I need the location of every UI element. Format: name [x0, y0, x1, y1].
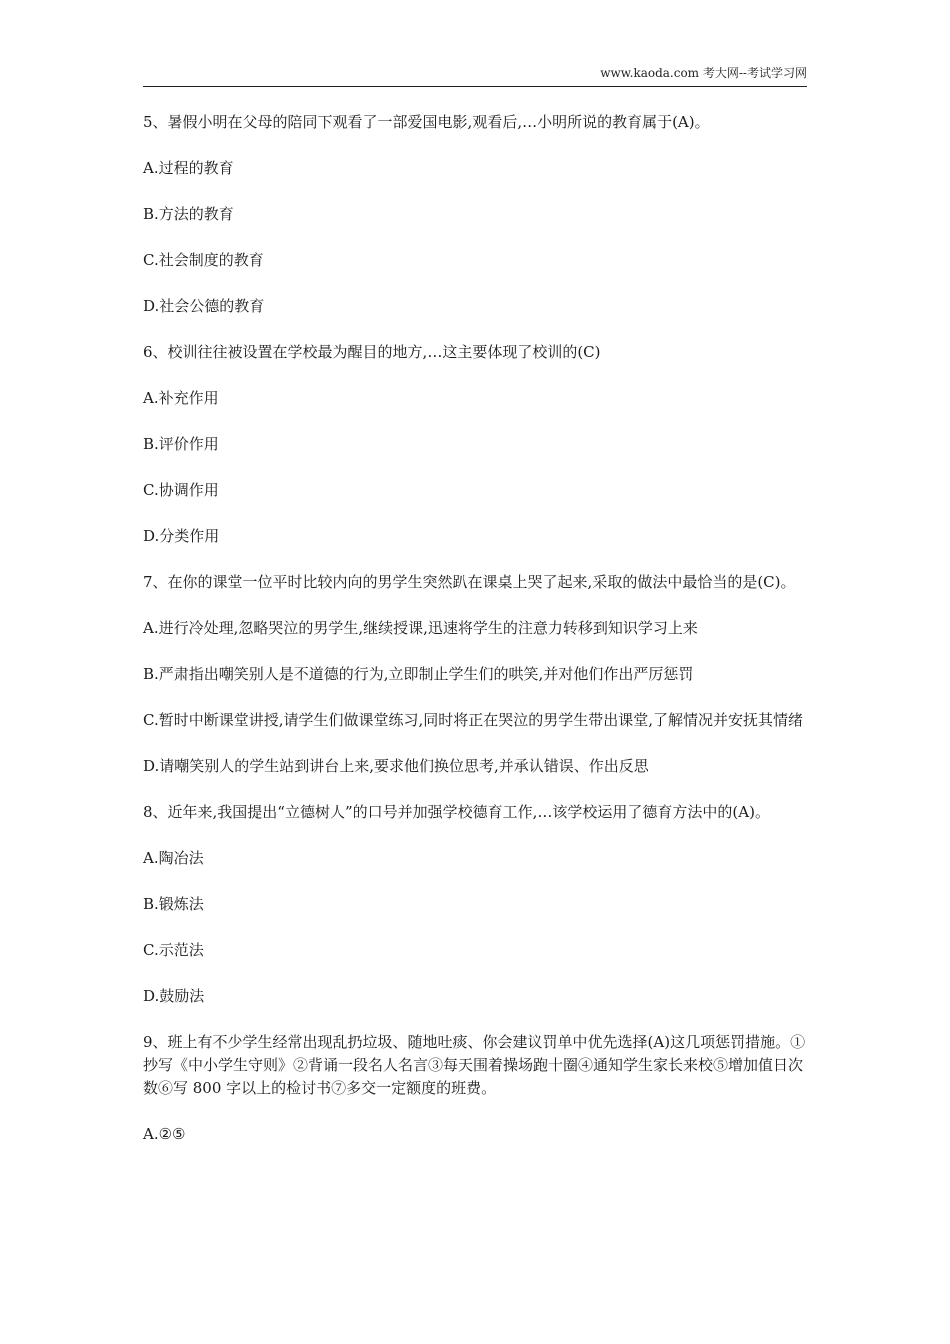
- option-c: C.协调作用: [143, 481, 219, 499]
- option-a: A.进行冷处理,忽略哭泣的男学生,继续授课,迅速将学生的注意力转移到知识学习上来: [143, 619, 698, 637]
- option-c: C.示范法: [143, 941, 204, 959]
- option-c: C.社会制度的教育: [143, 251, 264, 269]
- option-a: A.②⑤: [143, 1125, 186, 1143]
- option-d: D.分类作用: [143, 527, 220, 545]
- page-header: www.kaoda.com 考大网--考试学习网: [600, 66, 807, 80]
- question-list: [143, 111, 807, 1146]
- option-b: B.评价作用: [143, 435, 219, 453]
- question-stem: 8、近年来,我国提出“立德树人”的口号并加强学校德育工作,…该学校运用了德育方法中的(A)。: [143, 803, 770, 821]
- question-stem: 5、暑假小明在父母的陪同下观看了一部爱国电影,观看后,…小明所说的教育属于(A)。: [143, 113, 710, 131]
- option-a: A.陶冶法: [143, 849, 204, 867]
- option-b: B.严肃指出嘲笑别人是不道德的行为,立即制止学生们的哄笑,并对他们作出严厉惩罚: [143, 665, 694, 683]
- option-c: C.暂时中断课堂讲授,请学生们做课堂练习,同时将正在哭泣的男学生带出课堂,了解情况并安抚其情绪: [143, 711, 804, 729]
- option-d: D.请嘲笑别人的学生站到讲台上来,要求他们换位思考,并承认错误、作出反思: [143, 757, 649, 775]
- option-d: D.鼓励法: [143, 987, 205, 1005]
- question-stem: 6、校训往往被设置在学校最为醒目的地方,…这主要体现了校训的(C): [143, 343, 601, 361]
- option-b: B.锻炼法: [143, 895, 204, 913]
- header-divider: [143, 86, 807, 87]
- question-stem: 9、班上有不少学生经常出现乱扔垃圾、随地吐痰、你会建议罚单中优先选择(A)这几项惩罚措施。①抄写《中小学生守则》②背诵一段名人名言③每天围着操场跑十圈④通知学生家长来校⑤增加值日次数⑥写 800 字以上的检讨书⑦多交一定额度的班费。: [143, 1033, 806, 1097]
- option-a: A.补充作用: [143, 389, 219, 407]
- question-stem: 7、在你的课堂一位平时比较内向的男学生突然趴在课桌上哭了起来,采取的做法中最恰当的是(C)。: [143, 573, 796, 591]
- option-a: A.过程的教育: [143, 159, 234, 177]
- option-d: D.社会公德的教育: [143, 297, 265, 315]
- option-b: B.方法的教育: [143, 205, 234, 223]
